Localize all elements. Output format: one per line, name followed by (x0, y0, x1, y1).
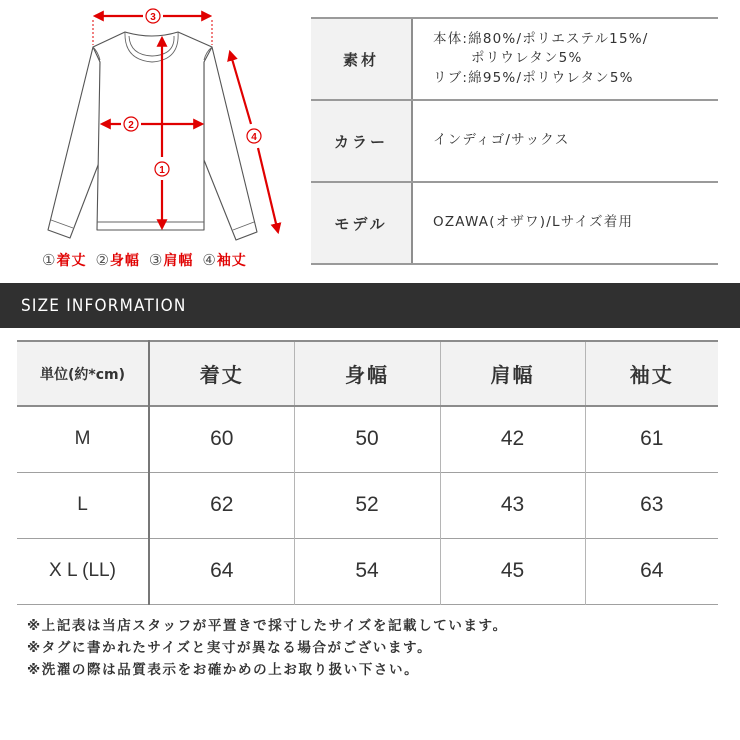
marker-3: 3 (150, 12, 156, 23)
info-value-line: 本体:綿80%/ポリエステル15%/ (433, 30, 649, 47)
cell-length: 62 (149, 472, 294, 538)
table-row (17, 538, 718, 604)
cell-body-width: 54 (294, 538, 440, 604)
marker-4: 4 (251, 132, 257, 143)
note-line: ※上記表は当店スタッフが平置きで採寸したサイズを記載しています。 (27, 618, 508, 634)
legend-number: ④ (202, 251, 216, 269)
info-value-line: OZAWA(オザワ)/Lサイズ着用 (433, 214, 634, 231)
cell-body-width: 50 (294, 406, 440, 472)
info-value-line: リブ:綿95%/ポリウレタン5% (433, 69, 634, 86)
info-value (413, 19, 718, 99)
legend-item-body-width (95, 250, 139, 270)
header-sleeve-length: 袖丈 (629, 363, 674, 387)
cell-sleeve-length: 61 (640, 427, 664, 451)
table-row (17, 406, 718, 472)
size-table (17, 340, 718, 605)
info-value-line: インディゴ/サックス (433, 132, 570, 149)
info-row-model (311, 183, 718, 265)
legend-label: 肩幅 (163, 253, 194, 269)
header-unit: 単位(約*cm) (17, 341, 149, 406)
size-label: L (17, 472, 149, 538)
header-body-width: 身幅 (294, 341, 440, 406)
legend-label: 身幅 (109, 253, 140, 269)
size-information-header (0, 283, 740, 328)
info-label: 素材 (311, 19, 413, 99)
cell-body-width: 52 (294, 472, 440, 538)
cell-shoulder-width: 42 (440, 406, 585, 472)
size-table-header-row (17, 341, 718, 406)
cell-shoulder-width: 45 (440, 538, 585, 604)
size-notes (27, 615, 508, 681)
info-value-line: ポリウレタン5% (471, 50, 583, 67)
measurement-legend (42, 250, 247, 270)
header-length: 着丈 (149, 341, 294, 406)
info-label: カラー (311, 101, 413, 181)
legend-label: 袖丈 (216, 253, 247, 269)
info-row-material (311, 19, 718, 101)
info-label: モデル (311, 183, 413, 263)
size-label: X L (LL) (17, 538, 149, 604)
cell-length: 60 (149, 406, 294, 472)
marker-1: 1 (159, 165, 165, 176)
product-info-table (311, 17, 718, 265)
legend-item-shoulder-width (149, 250, 193, 270)
note-line: ※洗濯の際は品質表示をお確かめの上お取り扱い下さい。 (27, 662, 420, 678)
table-row (17, 472, 718, 538)
size-label: M (17, 406, 149, 472)
cell-sleeve-length: 64 (640, 559, 664, 582)
legend-label: 着丈 (56, 253, 87, 269)
legend-item-length (42, 250, 86, 270)
header-shoulder-width: 肩幅 (440, 341, 585, 406)
cell-sleeve-length: 63 (640, 493, 664, 516)
info-value (413, 183, 718, 263)
cell-shoulder-width: 43 (440, 472, 585, 538)
legend-number: ② (95, 251, 109, 269)
note-line: ※タグに書かれたサイズと実寸が異なる場合がございます。 (27, 640, 433, 656)
cell-length: 64 (149, 538, 294, 604)
sweater-illustration (0, 0, 300, 250)
marker-2: 2 (128, 120, 134, 131)
garment-measurement-diagram (0, 0, 300, 280)
legend-number: ① (42, 251, 56, 269)
section-title: SIZE INFORMATION (21, 295, 187, 316)
legend-number: ③ (148, 251, 163, 269)
legend-item-sleeve-length (202, 250, 246, 270)
info-row-color (311, 101, 718, 183)
info-value (413, 101, 718, 181)
